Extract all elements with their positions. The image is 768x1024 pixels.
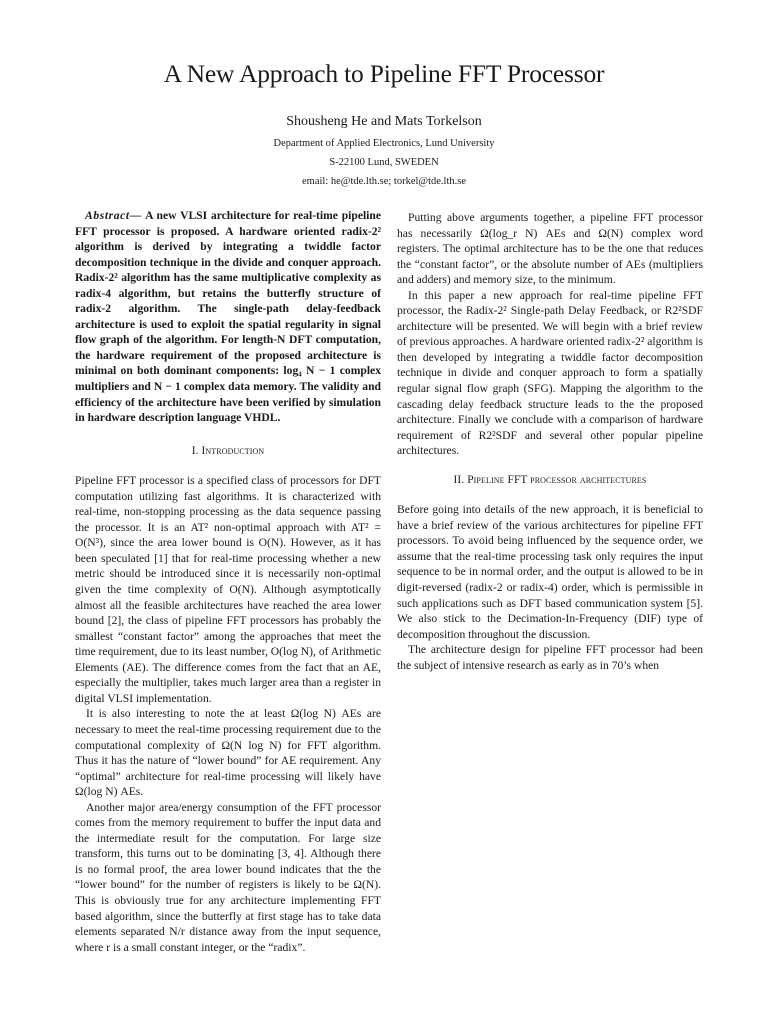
affiliation-address: S-22100 Lund, SWEDEN (329, 157, 439, 168)
intro-paragraph-2: It is also interesting to note the at least Ω(log N) AEs are necessary to meet the real-time processing requirement due to the computational complexity of Ω(N log N) for FFT algorithm. Thus it has the nature of “lower bound” for AE requirement. Any “optimal” architecture for real-time processing will likely have Ω(log N) AEs. (75, 707, 381, 799)
paper-title: A New Approach to Pipeline FFT Processor (163, 59, 605, 88)
intro-paragraph-3: Another major area/energy consumption of the FFT processor comes from the memory requirement to buffer the input data and the intermediate result for the computation. For large size transform, this turns out to be dominating [3, 4]. Although there is no formal proof, the area lower bound indicates that the the “lower bound” for the number of registers is likely to be Ω(N). This is obviously true for any architecture implementing FFT based algorithm, since the butterfly at first stage has to take data elements separated N/r distance away from the input sequence, where r is a small constant integer, or the “radix”. (75, 800, 381, 954)
affiliation-department: Department of Applied Electronics, Lund University (273, 138, 495, 149)
arch-paragraph-1: Before going into details of the new approach, it is beneficial to have a brief review of the various architectures for pipeline FFT processors. To avoid being influenced by the sequence order, we assume that the real-time processing task only requires the input sequence to be in normal order, and the output is allowed to be in digit-reversed (radix-2 or radix-4) order, which is permissible in such applications such as DFT based communication system [5]. We also stick to the Decimation-In-Frequency (DIF) type of decomposition throughout the discussion. (397, 503, 703, 641)
section-title: Pipeline FFT processor architectures (467, 473, 647, 486)
intro-paragraph-4: Putting above arguments together, a pipeline FFT processor has necessarily Ω(log_r N) AEs and Ω(N) complex word registers. The optimal architecture has to be the one that reduces the “constant factor”, or the absolute number of AEs (multipliers and adders) and memory size, to the minimum. (397, 211, 703, 287)
paper-authors: Shousheng He and Mats Torkelson (286, 114, 482, 129)
affiliation-block (0, 134, 768, 191)
intro-paragraph-5: In this paper a new approach for real-time pipeline FFT processor, the Radix-2² Single-path Delay Feedback, or R2²SDF architecture will be presented. We will begin with a brief review of previous approaches. A hardware oriented radix-2² algorithm is then developed by integrating a twiddle factor decomposition technique in divide and conquer approach to form a spatially regular signal flow graph (SFG). Mapping the algorithm to the cascading delay feedback structure leads to the the proposed architecture. Finally we conclude with a comparison of hardware requirement of R2²SDF and several other popular pipeline architectures. (397, 288, 703, 458)
abstract (75, 208, 381, 426)
intro-paragraph-1: Pipeline FFT processor is a specified class of processors for DFT computation utilizing fast algorithms. It is characterized with real-time, non-stopping processing as the data sequence passing the processor. It is an AT² non-optimal approach with AT² = O(N³), since the area lower bound is O(N). However, as it has been speculated [1] that for real-time processing whether a new metric should be introduced since it is necessarily non-optimal given the time complexity of O(N). Although asymptotically almost all the feasible architectures have reached the area lower bound [2], the class of pipeline FFT processors has probably the smallest “constant factor” among the approaches that meet the time requirement, due to its least number, O(log N), of Arithmetic Elements (AE). The difference comes from the fact that an AE, especially the multiplier, takes much larger area than a register in digital VLSI implementation. (75, 474, 381, 705)
section-heading-introduction (75, 444, 381, 460)
section-number: I. (191, 444, 202, 457)
affiliation-email: email: he@tde.lth.se; torkel@tde.lth.se (302, 176, 466, 187)
abstract-text: A new VLSI architecture for real-time pipeline FFT processor is proposed. A hardware oriented radix-2² algorithm is derived by integrating a twiddle factor decomposition technique in the divide and conquer approach. Radix-2² algorithm has the same multiplicative complexity as radix-4 algorithm, but retains the butterfly structure of radix-2 algorithm. The single-path delay-feedback architecture is used to exploit the spatial regularity in signal flow graph of the algorithm. For length-N DFT computation, the hardware requirement of the proposed architecture is minimal on both dominant components: log₄ N − 1 complex multipliers and N − 1 complex data memory. The validity and efficiency of the architecture have been verified by simulation in hardware description language VHDL. (75, 209, 381, 425)
section-number: II. (453, 473, 468, 486)
abstract-label: Abstract— (85, 209, 142, 222)
section-heading-architectures (397, 473, 703, 489)
section-title: Introduction (201, 444, 265, 457)
right-column (397, 208, 703, 673)
left-column (75, 208, 381, 955)
arch-paragraph-2: The architecture design for pipeline FFT processor had been the subject of intensive research as early as in 70’s when (397, 643, 703, 672)
